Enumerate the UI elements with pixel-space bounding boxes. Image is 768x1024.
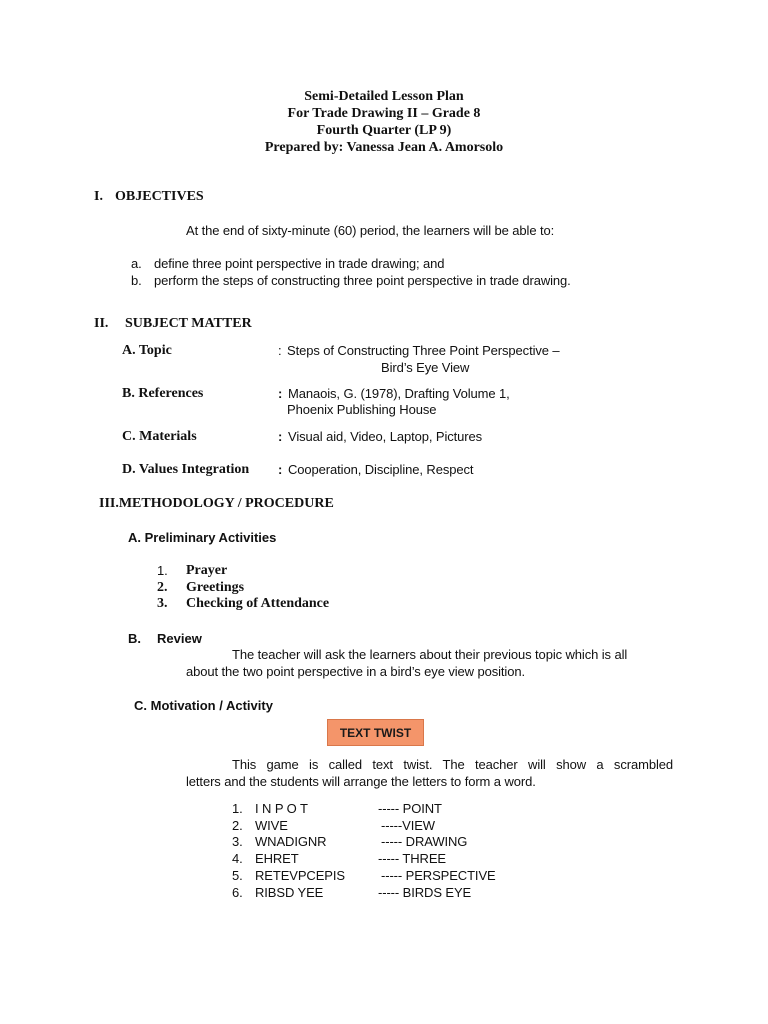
twist-scrambled: RETEVPCEPIS [255, 868, 345, 883]
review-text-line-1: The teacher will ask the learners about their previous topic which is all [232, 647, 628, 662]
references-value-line-1: Manaois, G. (1978), Drafting Volume 1, [288, 386, 510, 401]
twist-scrambled: WNADIGNR [255, 834, 327, 849]
twist-answer: ----- THREE [378, 851, 446, 866]
review-marker: B. [128, 631, 141, 646]
twist-answer: ----- BIRDS EYE [378, 885, 472, 900]
topic-separator: : [278, 343, 282, 358]
review-text-line-2: about the two point perspective in a bird’s eye view position. [186, 664, 525, 679]
text-twist-button: TEXT TWIST [327, 719, 424, 746]
review-heading: Review [157, 631, 202, 646]
twist-number: 4. [232, 851, 243, 866]
subject-matter-heading: SUBJECT MATTER [125, 316, 252, 331]
title-line-4: Prepared by: Vanessa Jean A. Amorsolo [264, 140, 504, 155]
motivation-text-line-1: This game is called text twist. The teacher will show a scrambled [232, 757, 673, 772]
title-line-1: Semi-Detailed Lesson Plan [304, 89, 464, 104]
objectives-intro: At the end of sixty-minute (60) period, the learners will be able to: [186, 223, 555, 238]
twist-answer: ----- POINT [378, 801, 442, 816]
twist-scrambled: WIVE [255, 818, 288, 833]
motivation-heading: C. Motivation / Activity [134, 698, 273, 713]
objective-item-b: perform the steps of constructing three point perspective in trade drawing. [154, 273, 571, 288]
twist-number: 2. [232, 818, 243, 833]
twist-answer: ----- DRAWING [381, 834, 468, 849]
twist-answer: ----- PERSPECTIVE [381, 868, 496, 883]
materials-label: C. Materials [122, 429, 197, 444]
motivation-text-line-2: letters and the students will arrange the letters to form a word. [186, 774, 536, 789]
twist-answer: -----VIEW [381, 818, 435, 833]
twist-scrambled: EHRET [255, 851, 299, 866]
values-integration-value: Cooperation, Discipline, Respect [288, 462, 474, 477]
title-line-2: For Trade Drawing II – Grade 8 [287, 106, 481, 121]
values-integration-label: D. Values Integration [122, 462, 250, 477]
methodology-heading: III.METHODOLOGY / PROCEDURE [99, 496, 334, 511]
preliminary-number-3: 3. [157, 596, 168, 611]
objective-marker-a: a. [131, 256, 142, 271]
objective-item-a: define three point perspective in trade drawing; and [154, 256, 445, 271]
objectives-heading: OBJECTIVES [115, 189, 204, 204]
preliminary-item-attendance: Checking of Attendance [186, 596, 330, 611]
twist-scrambled: I N P O T [255, 801, 308, 816]
objective-marker-b: b. [131, 273, 142, 288]
materials-value: Visual aid, Video, Laptop, Pictures [288, 429, 483, 444]
references-value-line-2: Phoenix Publishing House [287, 402, 437, 417]
objectives-number: I. [94, 189, 103, 204]
materials-separator: : [278, 429, 283, 444]
preliminary-number-1: 1. [157, 563, 168, 578]
subject-matter-number: II. [94, 316, 109, 331]
topic-value-line-2: Bird’s Eye View [381, 360, 470, 375]
preliminary-item-greetings: Greetings [186, 580, 245, 595]
references-label: B. References [122, 386, 204, 401]
twist-scrambled: RIBSD YEE [255, 885, 324, 900]
twist-number: 6. [232, 885, 243, 900]
preliminary-item-prayer: Prayer [186, 563, 228, 578]
twist-number: 3. [232, 834, 243, 849]
title-line-3: Fourth Quarter (LP 9) [316, 123, 452, 138]
topic-label: A. Topic [122, 343, 172, 358]
references-separator: : [278, 386, 283, 401]
values-integration-separator: : [278, 462, 283, 477]
preliminary-activities-heading: A. Preliminary Activities [128, 530, 277, 545]
preliminary-number-2: 2. [157, 580, 168, 595]
twist-number: 1. [232, 801, 243, 816]
topic-value-line-1: Steps of Constructing Three Point Perspective – [287, 343, 560, 358]
twist-number: 5. [232, 868, 243, 883]
